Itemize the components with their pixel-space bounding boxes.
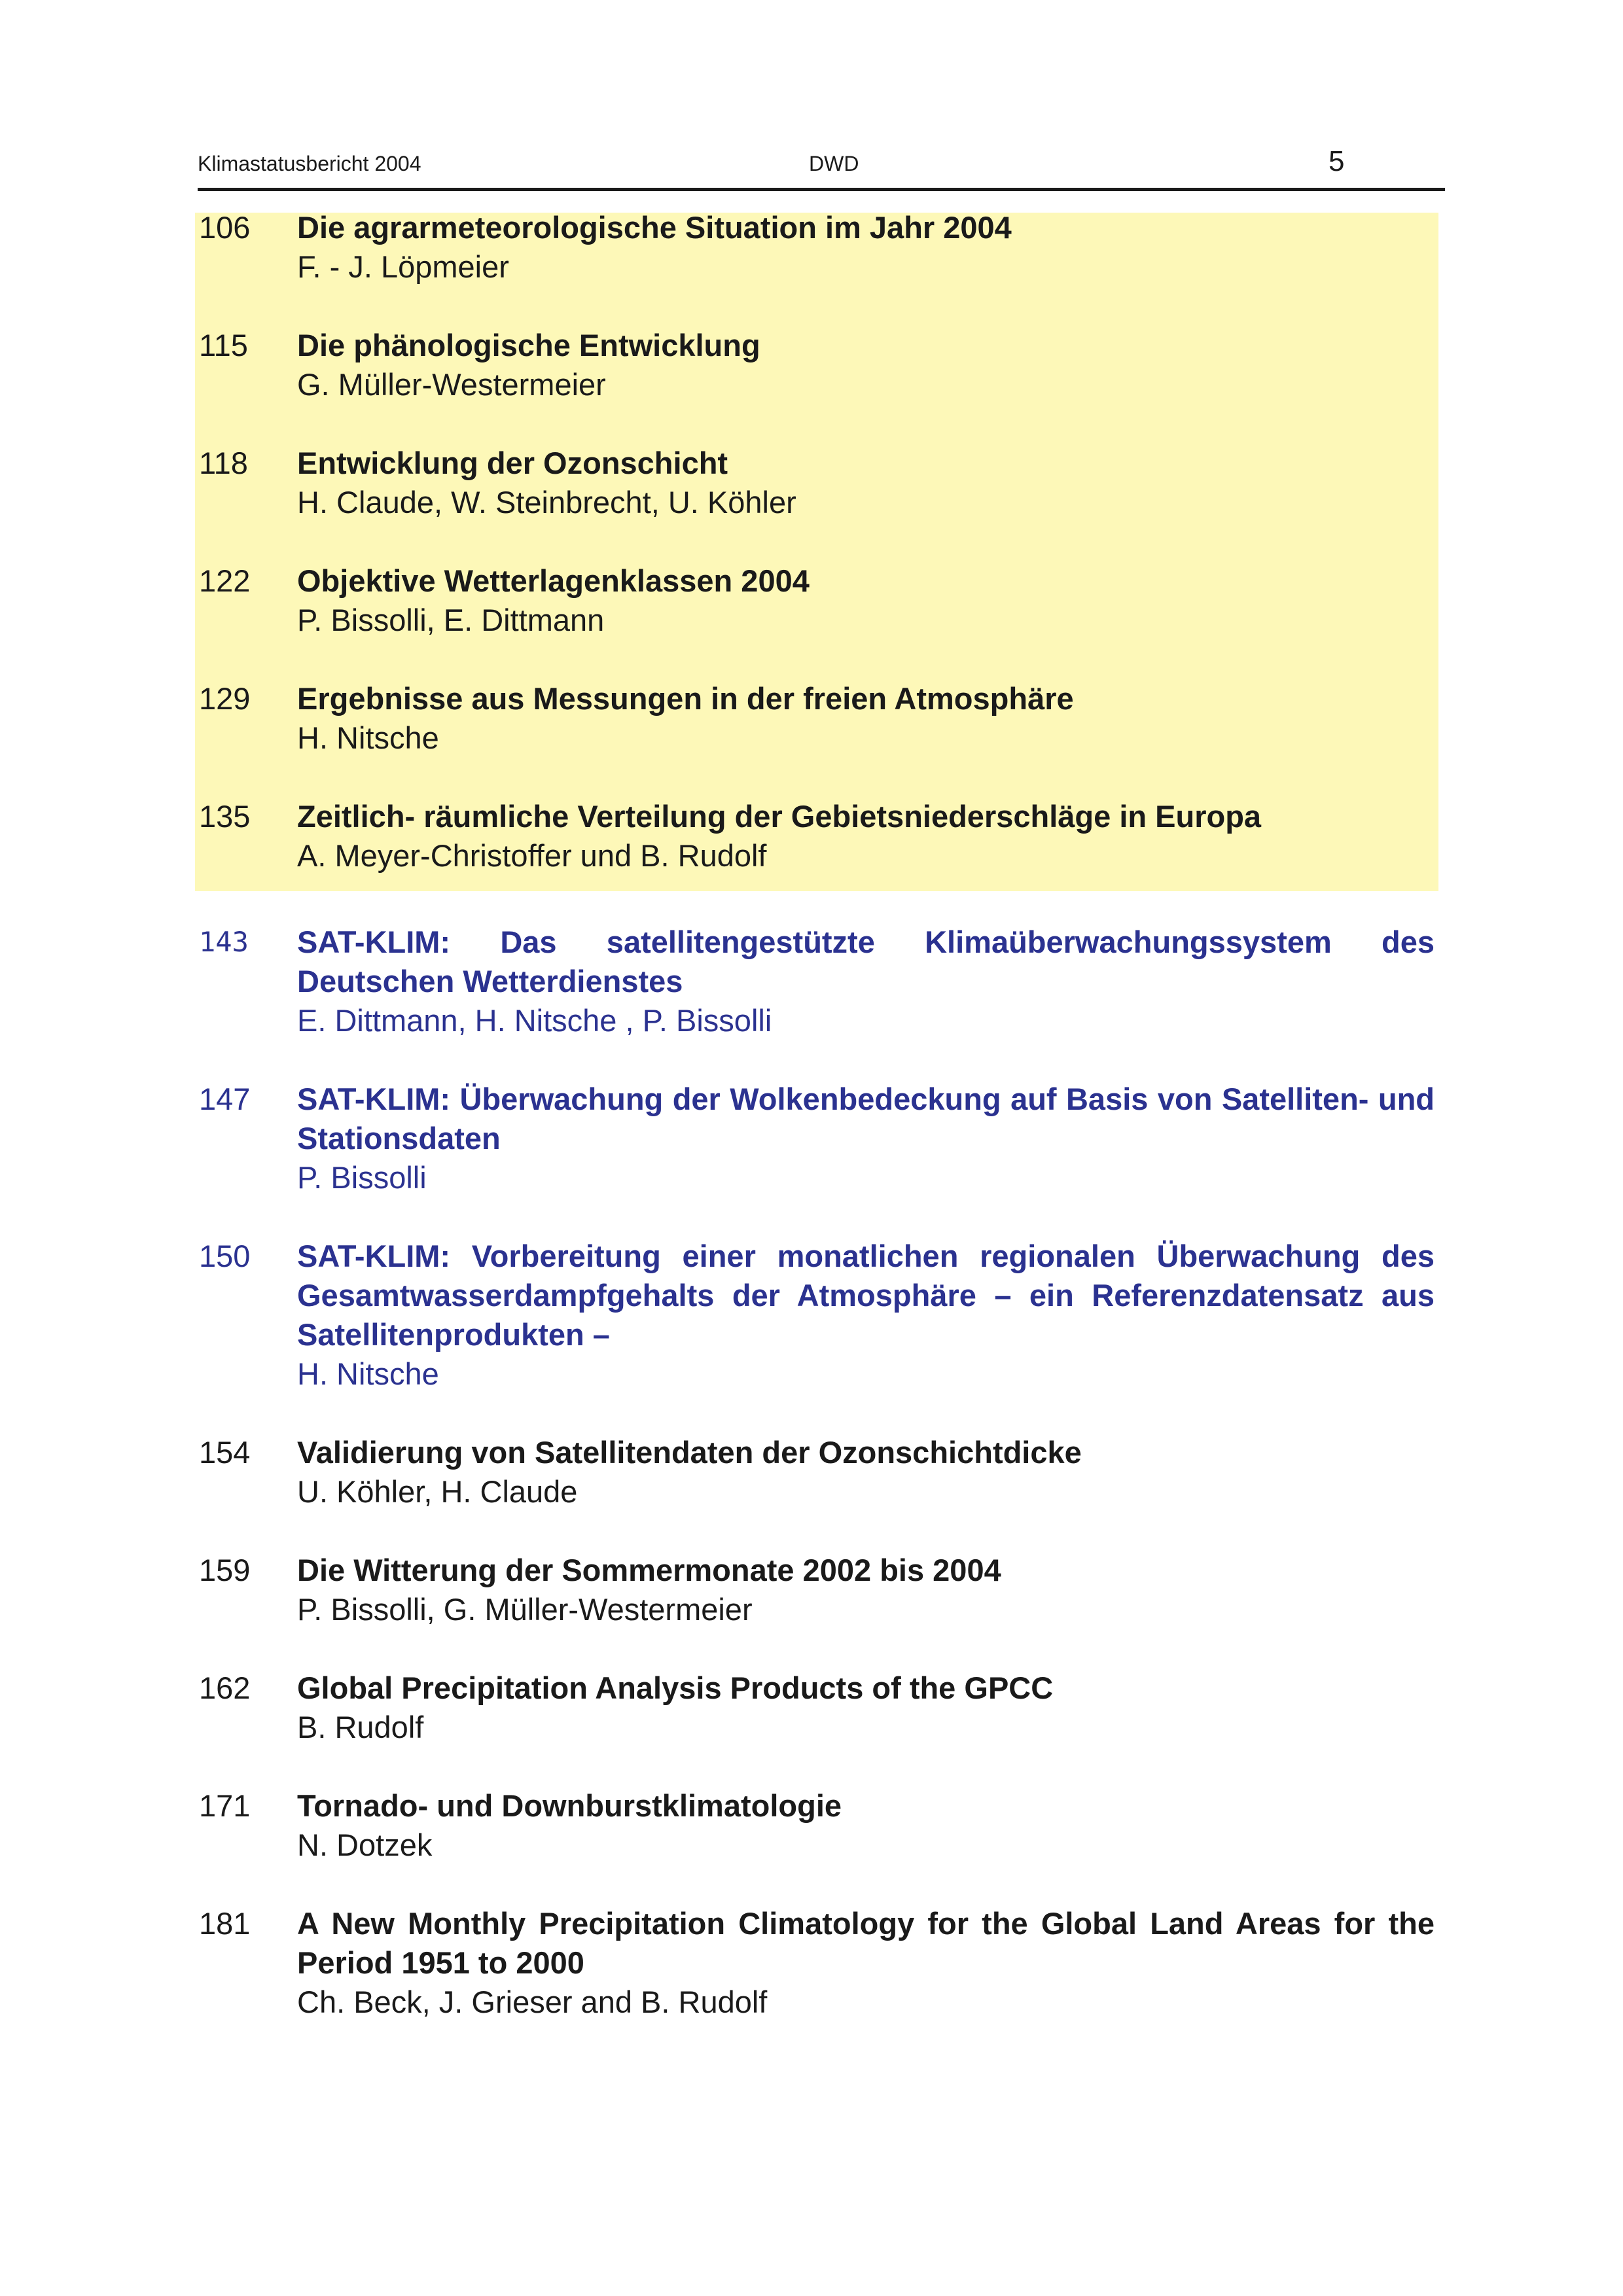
toc-entry[interactable] — [198, 208, 1435, 287]
entry-title: Die Witterung der Sommermonate 2002 bis 2004 — [297, 1553, 1001, 1587]
toc-entry[interactable] — [198, 326, 1435, 404]
entry-page: 106 — [199, 210, 251, 245]
entry-page: 159 — [199, 1553, 251, 1587]
entry-authors: N. Dotzek — [297, 1828, 433, 1862]
toc-entry[interactable] — [198, 679, 1435, 758]
toc-entry[interactable] — [198, 1433, 1435, 1511]
header-divider — [198, 188, 1445, 191]
entry-authors: U. Köhler, H. Claude — [297, 1474, 578, 1509]
entry-title: Ergebnisse aus Messungen in der freien Atmosphäre — [297, 681, 1074, 716]
toc-entry[interactable] — [198, 797, 1435, 875]
entry-title: Die phänologische Entwicklung — [297, 328, 760, 362]
entry-authors: B. Rudolf — [297, 1710, 424, 1744]
toc-entry[interactable] — [198, 561, 1435, 640]
publisher: DWD — [809, 152, 859, 175]
entry-page: 154 — [199, 1435, 251, 1470]
entry-page: 122 — [199, 563, 251, 598]
entry-title: Objektive Wetterlagenklassen 2004 — [297, 563, 810, 598]
entry-page: 143 — [199, 926, 249, 958]
entry-authors: Ch. Beck, J. Grieser and B. Rudolf — [297, 1985, 768, 2019]
toc-entry-sat-klim[interactable] — [198, 1237, 1435, 1394]
entry-page: 135 — [199, 799, 251, 834]
entry-authors: H. Claude, W. Steinbrecht, U. Köhler — [297, 485, 796, 520]
entry-title: Die agrarmeteorologische Situation im Jahr 2004 — [297, 210, 1012, 245]
entry-authors: P. Bissolli, G. Müller-Westermeier — [297, 1592, 753, 1627]
entry-title: Zeitlich- räumliche Verteilung der Gebietsniederschläge in Europa — [297, 799, 1262, 834]
entry-page: 181 — [199, 1906, 251, 1941]
entry-title: SAT-KLIM: Vorbereitung einer monatlichen regionalen Überwachung des Gesamtwasserdampfgehalts der Atmosphäre – ein Referenzdatensatz aus Satellitenprodukten – — [297, 1239, 1435, 1352]
toc-entry-sat-klim[interactable] — [198, 1080, 1435, 1197]
entry-page: 162 — [199, 1670, 251, 1705]
toc-entry[interactable] — [198, 1904, 1435, 2022]
entry-authors: H. Nitsche — [297, 1356, 439, 1391]
entry-page: 115 — [199, 328, 248, 362]
entry-title: SAT-KLIM: Das satellitengestützte Klimaüberwachungssystem des Deutschen Wetterdienstes — [297, 925, 1435, 998]
entry-title: A New Monthly Precipitation Climatology for the Global Land Areas for the Period 1951 to 2000 — [297, 1906, 1435, 1980]
page-number: 5 — [1329, 145, 1345, 177]
entry-title: Validierung von Satellitendaten der Ozonschichtdicke — [297, 1435, 1082, 1470]
entry-page: 147 — [199, 1082, 251, 1116]
toc-entry[interactable] — [198, 444, 1435, 522]
entry-authors: P. Bissolli — [297, 1160, 427, 1195]
entry-authors: G. Müller-Westermeier — [297, 367, 606, 402]
entry-title: Tornado- und Downburstklimatologie — [297, 1788, 842, 1823]
entry-page: 118 — [199, 446, 248, 480]
entry-title: Global Precipitation Analysis Products of the GPCC — [297, 1670, 1054, 1705]
toc-entry[interactable] — [198, 1551, 1435, 1629]
table-of-contents — [198, 208, 1435, 2061]
toc-entry-sat-klim[interactable] — [198, 923, 1435, 1040]
toc-entry[interactable] — [198, 1786, 1435, 1865]
entry-page: 150 — [199, 1239, 251, 1273]
report-title: Klimastatusbericht 2004 — [198, 152, 421, 175]
page-header — [198, 141, 1445, 187]
entry-authors: E. Dittmann, H. Nitsche , P. Bissolli — [297, 1003, 772, 1038]
toc-entry[interactable] — [198, 1669, 1435, 1747]
entry-authors: A. Meyer-Christoffer und B. Rudolf — [297, 838, 767, 873]
entry-authors: H. Nitsche — [297, 720, 439, 755]
entry-title: Entwicklung der Ozonschicht — [297, 446, 728, 480]
entry-page: 129 — [199, 681, 251, 716]
entry-authors: P. Bissolli, E. Dittmann — [297, 603, 605, 637]
entry-page: 171 — [199, 1788, 251, 1823]
entry-authors: F. - J. Löpmeier — [297, 249, 509, 284]
entry-title: SAT-KLIM: Überwachung der Wolkenbedeckung auf Basis von Satelliten- und Stationsdaten — [297, 1082, 1435, 1156]
